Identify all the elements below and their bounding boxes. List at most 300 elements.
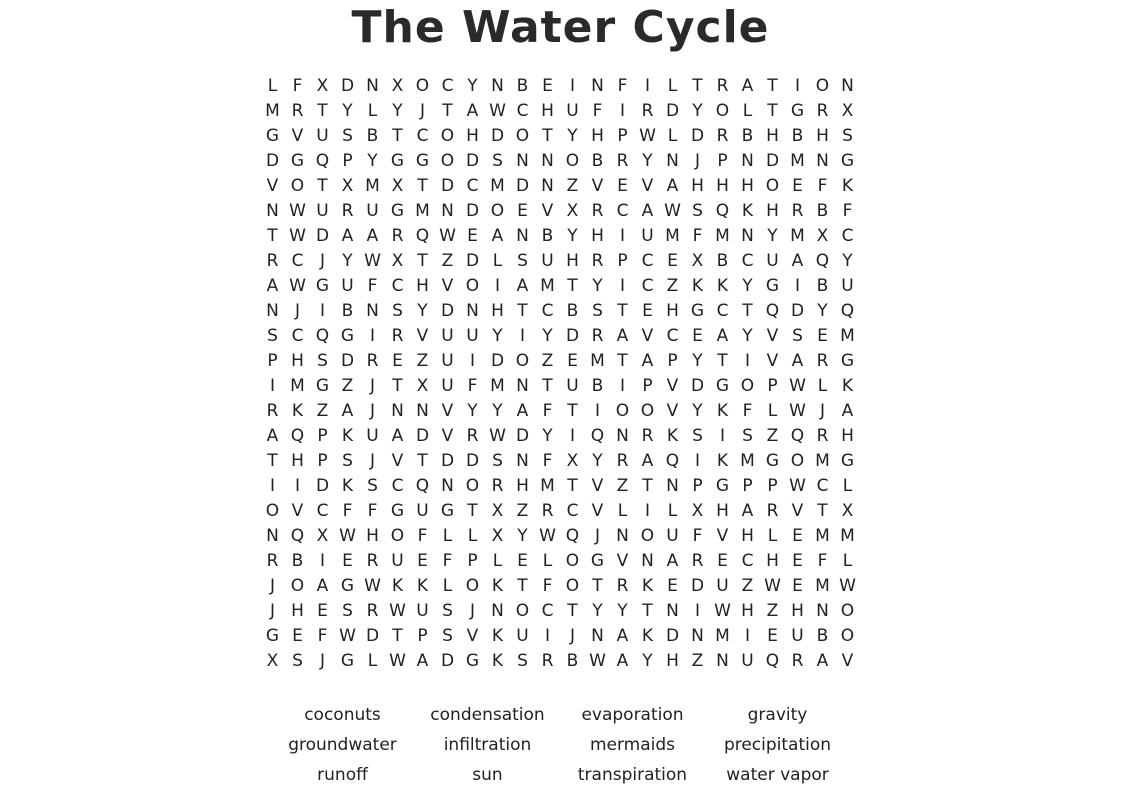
- grid-cell[interactable]: Y: [417, 301, 428, 321]
- grid-cell[interactable]: T: [317, 101, 328, 121]
- grid-cell[interactable]: R: [391, 226, 404, 246]
- grid-cell[interactable]: J: [294, 301, 300, 321]
- grid-cell[interactable]: L: [667, 76, 678, 96]
- grid-cell[interactable]: N: [541, 151, 554, 171]
- grid-cell[interactable]: T: [417, 176, 428, 196]
- grid-cell[interactable]: O: [290, 176, 305, 196]
- grid-cell[interactable]: E: [617, 176, 628, 196]
- grid-cell[interactable]: G: [315, 376, 330, 396]
- grid-cell[interactable]: H: [591, 126, 604, 146]
- grid-cell[interactable]: A: [466, 101, 479, 121]
- grid-cell[interactable]: I: [794, 76, 800, 96]
- grid-cell[interactable]: D: [340, 351, 355, 371]
- grid-cell[interactable]: E: [792, 551, 803, 571]
- grid-cell[interactable]: N: [516, 451, 529, 471]
- grid-cell[interactable]: D: [415, 426, 430, 446]
- grid-cell[interactable]: E: [792, 576, 803, 596]
- grid-cell[interactable]: O: [265, 501, 280, 521]
- grid-cell[interactable]: T: [592, 576, 603, 596]
- grid-cell[interactable]: M: [815, 576, 830, 596]
- grid-cell[interactable]: G: [265, 626, 280, 646]
- grid-cell[interactable]: S: [517, 651, 528, 671]
- grid-cell[interactable]: S: [342, 601, 353, 621]
- grid-cell[interactable]: E: [517, 201, 528, 221]
- grid-cell[interactable]: W: [489, 101, 506, 121]
- grid-cell[interactable]: H: [541, 101, 554, 121]
- grid-cell[interactable]: Y: [692, 351, 703, 371]
- grid-cell[interactable]: R: [366, 351, 379, 371]
- grid-cell[interactable]: T: [617, 301, 628, 321]
- grid-cell[interactable]: M: [490, 176, 505, 196]
- grid-cell[interactable]: A: [316, 576, 329, 596]
- grid-cell[interactable]: U: [541, 251, 554, 271]
- grid-cell[interactable]: T: [742, 301, 753, 321]
- grid-cell[interactable]: C: [291, 251, 304, 271]
- grid-cell[interactable]: R: [591, 326, 604, 346]
- grid-cell[interactable]: L: [817, 376, 828, 396]
- grid-cell[interactable]: S: [592, 301, 603, 321]
- grid-cell[interactable]: L: [742, 101, 753, 121]
- grid-cell[interactable]: R: [366, 601, 379, 621]
- grid-cell[interactable]: T: [767, 101, 778, 121]
- grid-cell[interactable]: N: [641, 551, 654, 571]
- grid-cell[interactable]: E: [817, 326, 828, 346]
- grid-cell[interactable]: V: [441, 401, 454, 421]
- grid-cell[interactable]: Y: [342, 101, 353, 121]
- grid-cell[interactable]: T: [417, 251, 428, 271]
- grid-cell[interactable]: H: [366, 526, 379, 546]
- grid-cell[interactable]: P: [742, 476, 753, 496]
- grid-cell[interactable]: Z: [541, 351, 554, 371]
- grid-cell[interactable]: G: [715, 476, 730, 496]
- grid-cell[interactable]: T: [567, 276, 578, 296]
- grid-cell[interactable]: U: [366, 201, 379, 221]
- grid-cell[interactable]: Q: [665, 451, 680, 471]
- grid-cell[interactable]: E: [317, 601, 328, 621]
- grid-cell[interactable]: T: [417, 451, 428, 471]
- grid-cell[interactable]: G: [340, 326, 355, 346]
- grid-cell[interactable]: O: [515, 351, 530, 371]
- grid-cell[interactable]: S: [492, 151, 503, 171]
- grid-cell[interactable]: K: [341, 426, 354, 446]
- grid-cell[interactable]: G: [790, 101, 805, 121]
- grid-cell[interactable]: R: [491, 476, 504, 496]
- grid-cell[interactable]: Q: [840, 301, 855, 321]
- grid-cell[interactable]: F: [367, 276, 378, 296]
- grid-cell[interactable]: N: [491, 601, 504, 621]
- grid-cell[interactable]: W: [789, 401, 806, 421]
- grid-cell[interactable]: P: [642, 376, 653, 396]
- grid-cell[interactable]: X: [391, 76, 404, 96]
- grid-cell[interactable]: Z: [766, 601, 779, 621]
- grid-cell[interactable]: O: [415, 76, 430, 96]
- grid-cell[interactable]: I: [744, 626, 750, 646]
- grid-cell[interactable]: M: [815, 526, 830, 546]
- grid-cell[interactable]: D: [265, 151, 280, 171]
- grid-cell[interactable]: I: [619, 276, 625, 296]
- grid-cell[interactable]: R: [341, 201, 354, 221]
- grid-cell[interactable]: W: [664, 201, 681, 221]
- grid-cell[interactable]: H: [691, 176, 704, 196]
- grid-cell[interactable]: H: [291, 351, 304, 371]
- grid-cell[interactable]: O: [290, 576, 305, 596]
- grid-cell[interactable]: M: [265, 101, 280, 121]
- grid-cell[interactable]: M: [740, 451, 755, 471]
- grid-cell[interactable]: W: [364, 576, 381, 596]
- grid-cell[interactable]: M: [540, 276, 555, 296]
- grid-cell[interactable]: Q: [290, 426, 305, 446]
- grid-cell[interactable]: C: [316, 501, 329, 521]
- grid-cell[interactable]: Y: [642, 151, 653, 171]
- grid-cell[interactable]: A: [616, 651, 629, 671]
- grid-cell[interactable]: E: [767, 626, 778, 646]
- grid-cell[interactable]: S: [692, 201, 703, 221]
- grid-cell[interactable]: H: [766, 126, 779, 146]
- grid-cell[interactable]: Z: [616, 476, 629, 496]
- grid-cell[interactable]: C: [666, 326, 679, 346]
- grid-cell[interactable]: V: [666, 376, 679, 396]
- grid-cell[interactable]: I: [544, 626, 550, 646]
- grid-cell[interactable]: I: [494, 276, 500, 296]
- grid-cell[interactable]: Y: [767, 226, 778, 246]
- grid-cell[interactable]: C: [741, 551, 754, 571]
- grid-cell[interactable]: U: [641, 226, 654, 246]
- grid-cell[interactable]: R: [641, 101, 654, 121]
- grid-cell[interactable]: Z: [566, 176, 579, 196]
- grid-cell[interactable]: R: [716, 76, 729, 96]
- grid-cell[interactable]: F: [817, 176, 828, 196]
- grid-cell[interactable]: O: [790, 451, 805, 471]
- grid-cell[interactable]: N: [816, 601, 829, 621]
- grid-cell[interactable]: P: [717, 151, 728, 171]
- grid-cell[interactable]: N: [591, 76, 604, 96]
- grid-cell[interactable]: D: [340, 76, 355, 96]
- grid-cell[interactable]: B: [741, 126, 754, 146]
- grid-cell[interactable]: K: [741, 201, 754, 221]
- grid-cell[interactable]: F: [442, 551, 453, 571]
- grid-cell[interactable]: M: [540, 476, 555, 496]
- grid-cell[interactable]: R: [266, 551, 279, 571]
- grid-cell[interactable]: L: [767, 526, 778, 546]
- grid-cell[interactable]: X: [416, 376, 429, 396]
- grid-cell[interactable]: N: [266, 526, 279, 546]
- grid-cell[interactable]: N: [816, 151, 829, 171]
- grid-cell[interactable]: L: [442, 576, 453, 596]
- grid-cell[interactable]: M: [815, 451, 830, 471]
- grid-cell[interactable]: L: [492, 551, 503, 571]
- grid-cell[interactable]: V: [641, 176, 654, 196]
- grid-cell[interactable]: E: [692, 326, 703, 346]
- grid-cell[interactable]: E: [342, 551, 353, 571]
- grid-cell[interactable]: D: [440, 451, 455, 471]
- grid-cell[interactable]: T: [542, 376, 553, 396]
- grid-cell[interactable]: B: [816, 276, 829, 296]
- grid-cell[interactable]: S: [692, 426, 703, 446]
- grid-cell[interactable]: Y: [842, 251, 853, 271]
- grid-cell[interactable]: P: [667, 351, 678, 371]
- grid-cell[interactable]: L: [767, 401, 778, 421]
- grid-cell[interactable]: S: [792, 326, 803, 346]
- grid-cell[interactable]: Y: [517, 526, 528, 546]
- grid-cell[interactable]: S: [317, 351, 328, 371]
- grid-cell[interactable]: O: [615, 401, 630, 421]
- grid-cell[interactable]: F: [592, 101, 603, 121]
- grid-cell[interactable]: N: [666, 476, 679, 496]
- grid-cell[interactable]: I: [569, 76, 575, 96]
- grid-cell[interactable]: I: [594, 401, 600, 421]
- grid-cell[interactable]: K: [291, 401, 304, 421]
- grid-cell[interactable]: O: [640, 526, 655, 546]
- grid-cell[interactable]: A: [416, 651, 429, 671]
- grid-cell[interactable]: C: [566, 501, 579, 521]
- grid-cell[interactable]: T: [392, 626, 403, 646]
- grid-cell[interactable]: K: [641, 626, 654, 646]
- grid-cell[interactable]: D: [465, 251, 480, 271]
- grid-cell[interactable]: Y: [592, 276, 603, 296]
- grid-cell[interactable]: X: [491, 501, 504, 521]
- grid-cell[interactable]: N: [516, 151, 529, 171]
- grid-cell[interactable]: Q: [565, 526, 580, 546]
- grid-cell[interactable]: A: [841, 401, 854, 421]
- grid-cell[interactable]: W: [789, 476, 806, 496]
- grid-cell[interactable]: I: [294, 476, 300, 496]
- grid-cell[interactable]: A: [666, 176, 679, 196]
- grid-cell[interactable]: J: [569, 626, 575, 646]
- grid-cell[interactable]: L: [492, 251, 503, 271]
- grid-cell[interactable]: O: [740, 376, 755, 396]
- grid-cell[interactable]: X: [391, 176, 404, 196]
- grid-cell[interactable]: R: [366, 551, 379, 571]
- grid-cell[interactable]: T: [317, 176, 328, 196]
- grid-cell[interactable]: M: [365, 176, 380, 196]
- grid-cell[interactable]: B: [816, 626, 829, 646]
- grid-cell[interactable]: I: [519, 326, 525, 346]
- grid-cell[interactable]: L: [667, 126, 678, 146]
- grid-cell[interactable]: H: [666, 651, 679, 671]
- grid-cell[interactable]: U: [716, 576, 729, 596]
- grid-cell[interactable]: P: [467, 551, 478, 571]
- grid-cell[interactable]: H: [816, 126, 829, 146]
- grid-cell[interactable]: F: [417, 526, 428, 546]
- grid-cell[interactable]: F: [367, 501, 378, 521]
- grid-cell[interactable]: N: [541, 176, 554, 196]
- grid-cell[interactable]: G: [265, 126, 280, 146]
- grid-cell[interactable]: A: [491, 226, 504, 246]
- grid-cell[interactable]: X: [566, 451, 579, 471]
- grid-cell[interactable]: X: [491, 526, 504, 546]
- grid-cell[interactable]: F: [742, 401, 753, 421]
- grid-cell[interactable]: J: [694, 151, 700, 171]
- grid-cell[interactable]: Q: [765, 301, 780, 321]
- grid-cell[interactable]: B: [816, 201, 829, 221]
- grid-cell[interactable]: R: [541, 501, 554, 521]
- grid-cell[interactable]: A: [341, 401, 354, 421]
- grid-cell[interactable]: D: [490, 126, 505, 146]
- grid-cell[interactable]: S: [267, 326, 278, 346]
- grid-cell[interactable]: E: [467, 226, 478, 246]
- grid-cell[interactable]: D: [690, 126, 705, 146]
- grid-cell[interactable]: I: [469, 351, 475, 371]
- grid-cell[interactable]: Q: [765, 651, 780, 671]
- grid-cell[interactable]: U: [766, 251, 779, 271]
- grid-cell[interactable]: B: [791, 126, 804, 146]
- grid-cell[interactable]: B: [366, 126, 379, 146]
- grid-cell[interactable]: B: [566, 301, 579, 321]
- grid-cell[interactable]: N: [691, 626, 704, 646]
- grid-cell[interactable]: H: [291, 601, 304, 621]
- grid-cell[interactable]: Y: [542, 426, 553, 446]
- grid-cell[interactable]: F: [542, 401, 553, 421]
- grid-cell[interactable]: P: [692, 476, 703, 496]
- grid-cell[interactable]: G: [315, 276, 330, 296]
- grid-cell[interactable]: C: [816, 476, 829, 496]
- grid-cell[interactable]: L: [842, 551, 853, 571]
- grid-cell[interactable]: J: [369, 376, 375, 396]
- grid-cell[interactable]: Y: [742, 326, 753, 346]
- grid-cell[interactable]: M: [415, 201, 430, 221]
- grid-cell[interactable]: Z: [766, 426, 779, 446]
- grid-cell[interactable]: H: [516, 476, 529, 496]
- grid-cell[interactable]: K: [341, 476, 354, 496]
- grid-cell[interactable]: W: [389, 601, 406, 621]
- grid-cell[interactable]: K: [841, 176, 854, 196]
- grid-cell[interactable]: A: [641, 351, 654, 371]
- grid-cell[interactable]: W: [539, 526, 556, 546]
- grid-cell[interactable]: U: [516, 626, 529, 646]
- grid-cell[interactable]: Y: [642, 651, 653, 671]
- grid-cell[interactable]: M: [590, 351, 605, 371]
- grid-cell[interactable]: R: [266, 251, 279, 271]
- grid-cell[interactable]: G: [465, 651, 480, 671]
- grid-cell[interactable]: F: [317, 626, 328, 646]
- grid-cell[interactable]: L: [667, 501, 678, 521]
- grid-cell[interactable]: D: [515, 176, 530, 196]
- grid-cell[interactable]: V: [791, 501, 804, 521]
- grid-cell[interactable]: R: [616, 451, 629, 471]
- grid-cell[interactable]: U: [791, 626, 804, 646]
- grid-cell[interactable]: N: [616, 526, 629, 546]
- grid-cell[interactable]: R: [691, 551, 704, 571]
- grid-cell[interactable]: D: [465, 451, 480, 471]
- grid-cell[interactable]: N: [391, 401, 404, 421]
- grid-cell[interactable]: R: [641, 426, 654, 446]
- grid-cell[interactable]: T: [767, 76, 778, 96]
- grid-cell[interactable]: B: [541, 226, 554, 246]
- grid-cell[interactable]: B: [341, 301, 354, 321]
- grid-cell[interactable]: Y: [467, 76, 478, 96]
- grid-cell[interactable]: H: [566, 251, 579, 271]
- grid-cell[interactable]: Z: [516, 501, 529, 521]
- grid-cell[interactable]: S: [392, 301, 403, 321]
- grid-cell[interactable]: V: [541, 201, 554, 221]
- grid-cell[interactable]: J: [469, 601, 475, 621]
- grid-cell[interactable]: B: [591, 151, 604, 171]
- grid-cell[interactable]: X: [691, 501, 704, 521]
- grid-cell[interactable]: C: [291, 326, 304, 346]
- grid-cell[interactable]: V: [766, 326, 779, 346]
- grid-cell[interactable]: U: [566, 376, 579, 396]
- grid-cell[interactable]: G: [415, 151, 430, 171]
- grid-cell[interactable]: H: [766, 551, 779, 571]
- grid-cell[interactable]: A: [666, 551, 679, 571]
- grid-cell[interactable]: E: [717, 551, 728, 571]
- grid-cell[interactable]: X: [266, 651, 279, 671]
- grid-cell[interactable]: D: [665, 626, 680, 646]
- grid-cell[interactable]: L: [467, 526, 478, 546]
- grid-cell[interactable]: M: [840, 526, 855, 546]
- grid-cell[interactable]: G: [690, 301, 705, 321]
- grid-cell[interactable]: U: [366, 426, 379, 446]
- grid-cell[interactable]: Z: [691, 651, 704, 671]
- grid-cell[interactable]: U: [666, 526, 679, 546]
- grid-cell[interactable]: I: [319, 551, 325, 571]
- grid-cell[interactable]: Z: [441, 251, 454, 271]
- grid-cell[interactable]: S: [842, 126, 853, 146]
- grid-cell[interactable]: E: [667, 576, 678, 596]
- grid-cell[interactable]: Y: [742, 276, 753, 296]
- grid-cell[interactable]: C: [741, 251, 754, 271]
- grid-cell[interactable]: O: [465, 276, 480, 296]
- grid-cell[interactable]: O: [390, 526, 405, 546]
- grid-cell[interactable]: R: [591, 251, 604, 271]
- grid-cell[interactable]: X: [841, 101, 854, 121]
- grid-cell[interactable]: I: [694, 601, 700, 621]
- grid-cell[interactable]: M: [790, 226, 805, 246]
- grid-cell[interactable]: T: [517, 576, 528, 596]
- grid-cell[interactable]: I: [569, 426, 575, 446]
- grid-cell[interactable]: V: [591, 176, 604, 196]
- grid-cell[interactable]: P: [767, 476, 778, 496]
- grid-cell[interactable]: J: [369, 451, 375, 471]
- grid-cell[interactable]: O: [515, 601, 530, 621]
- grid-cell[interactable]: N: [266, 301, 279, 321]
- grid-cell[interactable]: R: [791, 201, 804, 221]
- grid-cell[interactable]: Y: [367, 151, 378, 171]
- grid-cell[interactable]: G: [390, 501, 405, 521]
- grid-cell[interactable]: B: [591, 376, 604, 396]
- grid-cell[interactable]: J: [594, 526, 600, 546]
- grid-cell[interactable]: S: [292, 651, 303, 671]
- grid-cell[interactable]: F: [467, 376, 478, 396]
- grid-cell[interactable]: V: [666, 401, 679, 421]
- grid-cell[interactable]: A: [366, 226, 379, 246]
- grid-cell[interactable]: G: [390, 201, 405, 221]
- grid-cell[interactable]: L: [842, 476, 853, 496]
- grid-cell[interactable]: M: [290, 376, 305, 396]
- grid-cell[interactable]: N: [666, 601, 679, 621]
- grid-cell[interactable]: A: [516, 401, 529, 421]
- grid-cell[interactable]: L: [617, 501, 628, 521]
- grid-cell[interactable]: W: [289, 276, 306, 296]
- grid-cell[interactable]: X: [841, 501, 854, 521]
- grid-cell[interactable]: H: [491, 301, 504, 321]
- grid-cell[interactable]: Z: [666, 276, 679, 296]
- grid-cell[interactable]: D: [315, 476, 330, 496]
- grid-cell[interactable]: X: [566, 201, 579, 221]
- grid-cell[interactable]: U: [441, 326, 454, 346]
- grid-cell[interactable]: R: [391, 326, 404, 346]
- grid-cell[interactable]: R: [816, 426, 829, 446]
- grid-cell[interactable]: X: [816, 226, 829, 246]
- grid-cell[interactable]: H: [791, 601, 804, 621]
- grid-cell[interactable]: H: [841, 426, 854, 446]
- grid-cell[interactable]: R: [541, 651, 554, 671]
- grid-cell[interactable]: M: [790, 151, 805, 171]
- grid-cell[interactable]: G: [290, 151, 305, 171]
- grid-cell[interactable]: V: [291, 501, 304, 521]
- grid-cell[interactable]: X: [316, 76, 329, 96]
- grid-cell[interactable]: I: [619, 101, 625, 121]
